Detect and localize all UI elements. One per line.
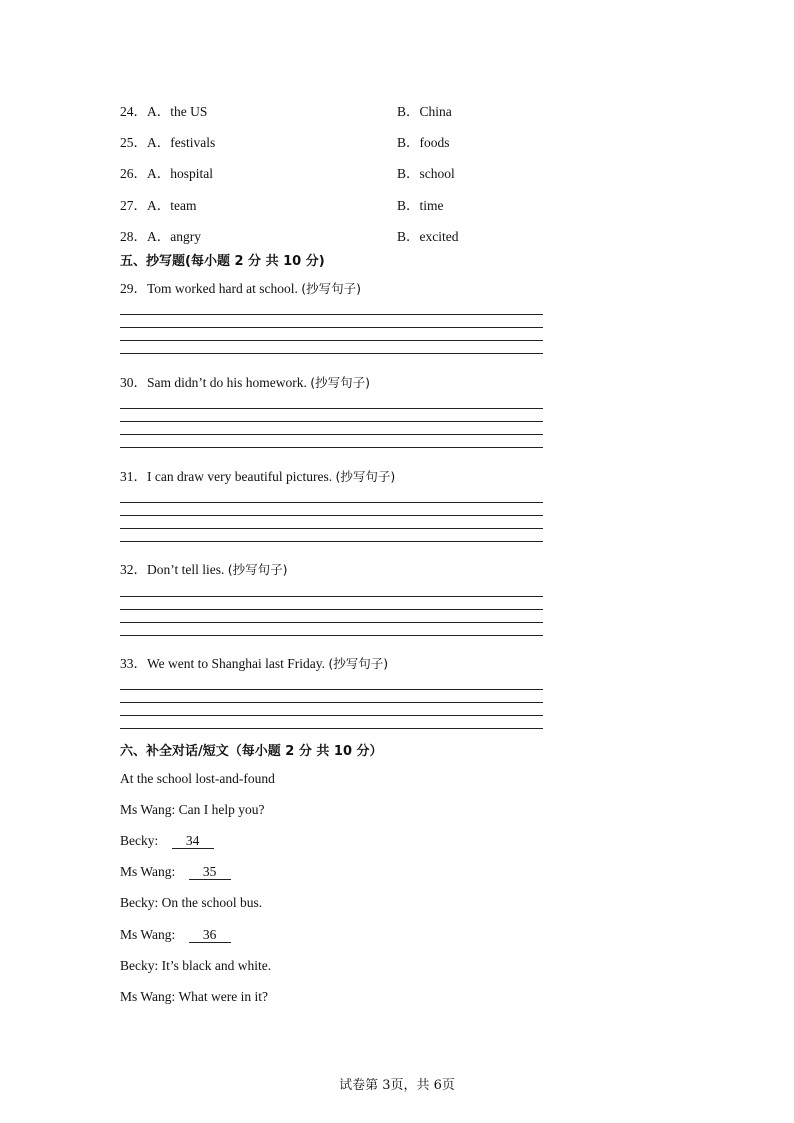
speaker-name: Ms Wang: [120,989,179,1004]
question-number: 29． [120,281,147,296]
question-text: Don’t tell lies. [147,562,228,577]
speaker-name: Ms Wang: [120,802,179,817]
dialogue-title: At the school lost-and-found [120,771,275,786]
question-instruction: (抄写句子) [310,375,371,390]
option-a: A．team [147,198,197,213]
answer-blank-34[interactable]: 34 [172,833,214,849]
writing-line [120,502,543,503]
dialogue-line [120,831,214,851]
dialogue-text: On the school bus. [161,895,263,910]
speaker-name: Becky: [120,833,162,848]
choice-row-28 [120,227,680,247]
writing-line [120,702,543,703]
question-instruction: (抄写句子) [227,562,288,577]
question-number: 32． [120,562,147,577]
option-b: B．time [397,198,444,213]
question-instruction: (抄写句子) [335,469,396,484]
writing-line [120,327,543,328]
question-instruction: (抄写句子) [301,281,362,296]
writing-lines-33[interactable] [120,689,543,731]
dialogue-text: What were in it? [178,989,269,1004]
writing-line [120,421,543,422]
option-a: A．festivals [147,135,216,150]
dialogue-line [120,862,231,882]
copy-question-32 [120,560,288,580]
copy-question-29 [120,279,361,299]
copy-question-33 [120,654,388,674]
option-a: A．angry [147,229,201,244]
writing-lines-30[interactable] [120,408,543,450]
writing-line [120,596,543,597]
speaker-name: Ms Wang: [120,927,179,942]
question-number: 30． [120,375,147,390]
question-text: Tom worked hard at school. [147,281,302,296]
question-text: We went to Shanghai last Friday. [147,656,329,671]
copy-question-30 [120,373,370,393]
speaker-name: Becky: [120,895,162,910]
writing-lines-32[interactable] [120,596,543,638]
writing-line [120,528,543,529]
choice-row-26 [120,164,680,184]
dialogue-text: It’s black and white. [161,958,272,973]
answer-blank-36[interactable]: 36 [189,927,231,943]
choice-row-27 [120,196,680,216]
option-b: B．foods [397,135,450,150]
writing-lines-31[interactable] [120,502,543,544]
writing-line [120,622,543,623]
copy-question-31 [120,467,395,487]
question-text: Sam didn’t do his homework. [147,375,311,390]
option-b: B．school [397,166,455,181]
writing-line [120,635,543,636]
dialogue-line [120,893,262,913]
writing-line [120,715,543,716]
dialogue-line [120,925,231,945]
answer-blank-35[interactable]: 35 [189,864,231,880]
dialogue-text: Can I help you? [178,802,265,817]
choice-row-25 [120,133,680,153]
question-number: 33． [120,656,147,671]
writing-line [120,314,543,315]
dialogue-line [120,956,271,976]
question-number: 24． [120,104,147,119]
question-number: 26． [120,166,147,181]
speaker-name: Ms Wang: [120,864,179,879]
question-instruction: (抄写句子) [328,656,389,671]
writing-lines-29[interactable] [120,314,543,356]
question-number: 28． [120,229,147,244]
question-number: 31． [120,469,147,484]
option-b: B．China [397,104,452,119]
writing-line [120,515,543,516]
option-a: A．the US [147,104,208,119]
dialogue-line [120,800,265,820]
writing-line [120,447,543,448]
section-heading-copy: 五、抄写题(每小题 2 分 共 10 分) [120,254,325,269]
writing-line [120,609,543,610]
writing-line [120,340,543,341]
question-text: I can draw very beautiful pictures. [147,469,336,484]
writing-line [120,434,543,435]
option-a: A．hospital [147,166,213,181]
section-heading-dialogue: 六、补全对话/短文（每小题 2 分 共 10 分） [120,744,383,759]
option-b: B．excited [397,229,459,244]
writing-line [120,689,543,690]
writing-line [120,541,543,542]
choice-row-24 [120,102,680,122]
writing-line [120,728,543,729]
dialogue-line [120,987,268,1007]
speaker-name: Becky: [120,958,162,973]
writing-line [120,353,543,354]
writing-line [120,408,543,409]
question-number: 25． [120,135,147,150]
page-footer: 试卷第 3页，共 6页 [339,1078,455,1093]
question-number: 27． [120,198,147,213]
